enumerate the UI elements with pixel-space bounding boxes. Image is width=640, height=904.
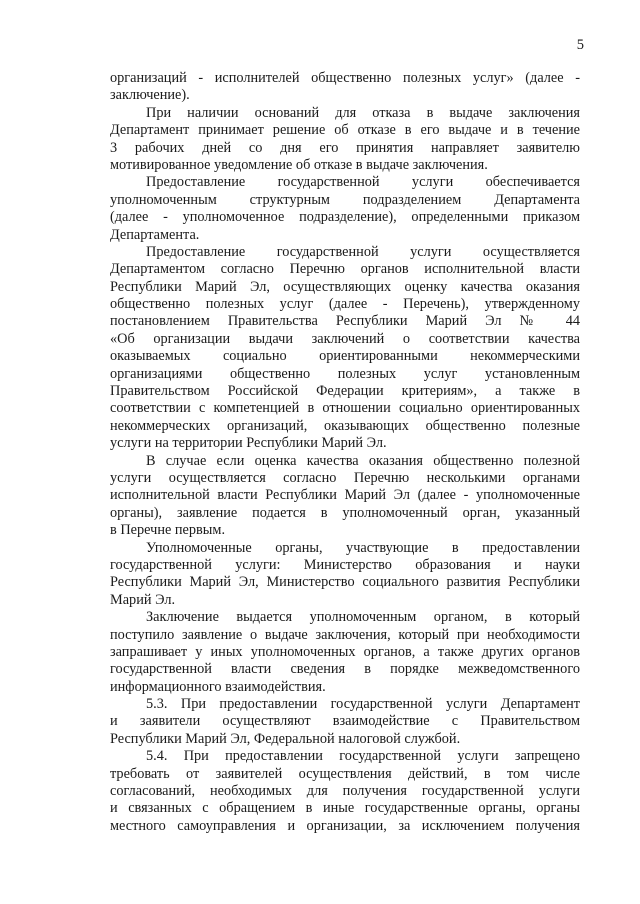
text-line: 3 рабочих дней со дня его принятия направляет заявителю xyxy=(110,139,580,156)
text-line: государственной услуги: Министерство образования и науки xyxy=(110,556,580,573)
text-line: При наличии оснований для отказа в выдаче заключения xyxy=(146,104,580,121)
text-line: В случае если оценка качества оказания общественно полезной xyxy=(146,452,580,469)
text-line: информационного взаимодействия. xyxy=(110,678,326,695)
text-line: «Об организации выдачи заключений о соответствии качества xyxy=(110,330,580,347)
paragraph xyxy=(110,609,580,696)
paragraph xyxy=(110,70,580,105)
text-line: Правительством Российской Федерации критериям», а также в xyxy=(110,383,580,400)
paragraph xyxy=(110,105,580,175)
text-line: Марий Эл. xyxy=(110,591,176,608)
text-line: в Перечне первым. xyxy=(110,522,226,539)
text-line: Департамент принимает решение об отказе в его выдаче и в течение xyxy=(110,122,580,139)
text-line: Департаментом согласно Перечню органов исполнительной власти xyxy=(110,261,580,278)
text-line: государственной власти сведения в порядке межведомственного xyxy=(110,661,580,678)
text-line: органы), заявление подается в уполномоченный орган, указанный xyxy=(110,504,580,521)
text-line: Предоставление государственной услуги обеспечивается xyxy=(146,174,580,191)
text-line: запрашивает у иных уполномоченных органов, а также других органов xyxy=(110,643,580,660)
text-line: услуги на территории Республики Марий Эл. xyxy=(110,435,387,452)
text-line: постановлением Правительства Республики Марий Эл № 44 xyxy=(110,313,580,330)
text-line: Департамента. xyxy=(110,226,200,243)
paragraph xyxy=(110,453,580,540)
text-line: оказываемых социально ориентированными некоммерческими xyxy=(110,348,580,365)
text-line: 5.4. При предоставлении государственной услуги запрещено xyxy=(146,748,580,765)
paragraph xyxy=(110,748,580,835)
text-line: некоммерческих организаций, оказывающих общественно полезные xyxy=(110,417,580,434)
text-line: общественно полезных услуг (далее - Перечень), утвержденному xyxy=(110,296,580,313)
page-number: 5 xyxy=(576,37,584,53)
text-line: Республики Марий Эл, Министерство социального развития Республики xyxy=(110,574,580,591)
text-line: заключение). xyxy=(110,87,190,104)
text-line: Уполномоченные органы, участвующие в предоставлении xyxy=(146,539,580,556)
paragraph xyxy=(110,540,580,610)
text-line: 5.3. При предоставлении государственной услуги Департамент xyxy=(146,696,580,713)
text-line: и связанных с обращением в иные государственные органы, органы xyxy=(110,800,580,817)
text-line: Республики Марий Эл, осуществляющих оценку качества оказания xyxy=(110,278,580,295)
text-line: согласований, необходимых для получения государственной услуги xyxy=(110,783,580,800)
text-line: Предоставление государственной услуги осуществляется xyxy=(146,243,580,260)
text-line: мотивированное уведомление об отказе в выдаче заключения. xyxy=(110,156,488,173)
text-line: уполномоченным структурным подразделением Департамента xyxy=(110,191,580,208)
document-body xyxy=(110,70,580,835)
text-line: услуги осуществляется согласно Перечню несколькими органами xyxy=(110,469,580,486)
text-line: поступило заявление о выдаче заключения, который при необходимости xyxy=(110,626,580,643)
text-line: Республики Марий Эл, Федеральной налоговой службой. xyxy=(110,730,461,747)
text-line: организаций - исполнителей общественно полезных услуг» (далее - xyxy=(110,70,580,86)
text-line: Заключение выдается уполномоченным органом, в который xyxy=(146,609,580,626)
paragraph xyxy=(110,174,580,244)
text-line: соответствии с компетенцией в отношении социально ориентированных xyxy=(110,400,580,417)
text-line: исполнительной власти Республики Марий Эл (далее - уполномоченные xyxy=(110,487,580,504)
paragraph xyxy=(110,244,580,453)
text-line: и заявители осуществляют взаимодействие с Правительством xyxy=(110,713,580,730)
text-line: требовать от заявителей осуществления действий, в том числе xyxy=(110,765,580,782)
text-line: местного самоуправления и организации, за исключением получения xyxy=(110,817,580,834)
text-line: (далее - уполномоченное подразделение), определенными приказом xyxy=(110,209,580,226)
text-line: организациями общественно полезных услуг установленным xyxy=(110,365,580,382)
paragraph xyxy=(110,696,580,748)
